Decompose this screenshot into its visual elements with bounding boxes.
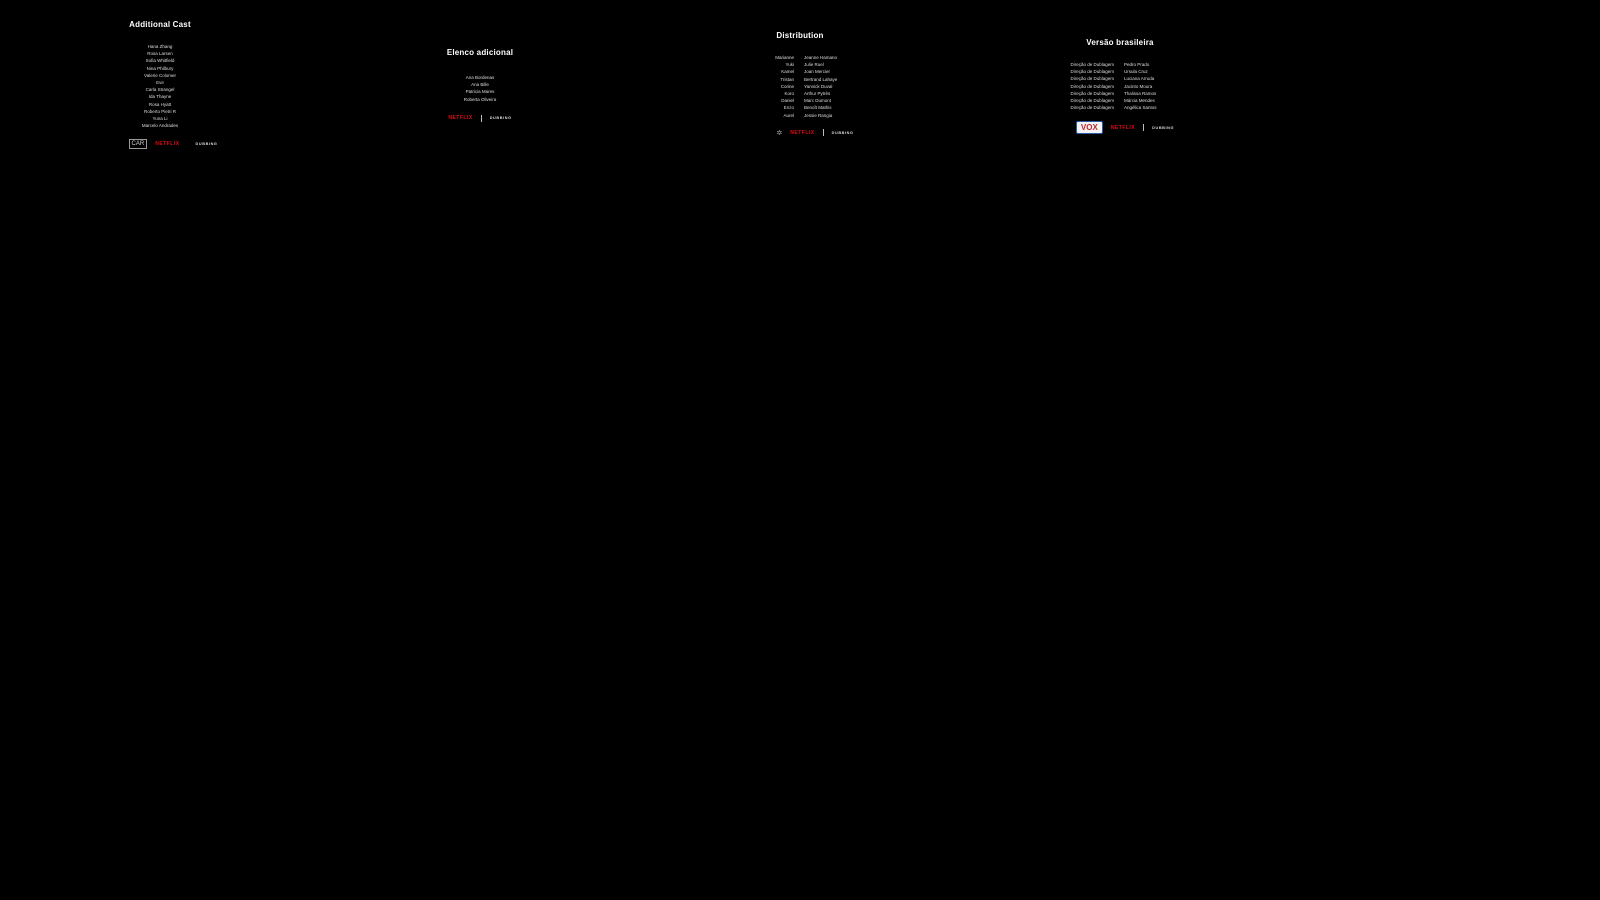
brand-row [770, 129, 860, 137]
dubbing-label: DUBBING [489, 116, 512, 121]
role-cell: Kamel [781, 69, 794, 75]
name-cell: Jessie Rangia [804, 112, 833, 118]
panel-elenco-adicional [420, 48, 540, 122]
studio-logo: VOX [1076, 121, 1103, 134]
list-item: Yuna Li [152, 116, 168, 122]
list-item: Eve [156, 80, 164, 86]
netflix-logo: NETFLIX [448, 115, 473, 122]
name-cell: Bertrand Lahaye [804, 76, 838, 82]
brand-row [131, 139, 218, 149]
name-cell: Julie Ruel [804, 62, 824, 68]
divider [1143, 124, 1144, 131]
list-item: Patricia Mares [465, 89, 495, 95]
role-cell: Corine [780, 83, 794, 89]
panel-additional-cast [110, 20, 218, 149]
netflix-logo: NETFLIX [1110, 124, 1136, 131]
netflix-logo: NETFLIX [155, 141, 180, 148]
role-cell: Direção de Dublagem [1070, 90, 1114, 96]
list-item: Rosa Larsen [147, 51, 173, 57]
list-item: Roberta Oliveira [463, 96, 497, 102]
list-item: Nina Philbury [146, 65, 174, 71]
role-cell: Direção de Dublagem [1070, 69, 1114, 75]
panel-title: Distribution [776, 31, 824, 40]
list-item: Valerie Colomer [144, 72, 176, 78]
name-cell: Jeanne Hamano [804, 55, 838, 60]
name-cell: Arthur Pytrès [804, 91, 831, 97]
name-cell: Marc Dumont [804, 98, 832, 104]
name-cell: Benoît Mathis [804, 105, 832, 111]
name-cell: Yannick Duval [804, 83, 833, 89]
dubbing-label: DUBBING [195, 142, 218, 147]
role-cell: Tristan [780, 76, 794, 82]
list-item: Hana Zhang [147, 44, 173, 49]
name-cell: Luciana Arruda [1124, 76, 1155, 82]
netflix-logo: NETFLIX [790, 129, 815, 136]
cast-list [420, 74, 540, 103]
dubbing-label: DUBBING [1152, 125, 1175, 130]
role-cell: Enzo [783, 105, 794, 111]
credit-table [1060, 61, 1180, 111]
role-cell: Koro [784, 91, 794, 97]
list-item: Marcelo Andrades [141, 123, 179, 129]
brand-row [420, 115, 540, 122]
panel-title: Versão brasileira [1086, 38, 1154, 47]
divider [823, 129, 824, 136]
list-item: Rosa Hyatt [148, 101, 172, 107]
list-item: Carla Strangel [145, 87, 175, 93]
role-cell: Direção de Dublagem [1070, 76, 1114, 82]
role-cell: Marianne [775, 55, 794, 60]
list-item: Ida Thayne [148, 94, 172, 100]
role-cell: Direção de Dublagem [1070, 83, 1114, 89]
name-cell: Angélica Santos [1124, 105, 1157, 111]
panel-distribution [740, 31, 860, 137]
brand-row [1070, 121, 1180, 134]
list-item: Sofia Whitfield [145, 58, 175, 64]
name-cell: Márcia Mendes [1124, 98, 1155, 104]
role-cell: Direção de Dublagem [1070, 98, 1114, 104]
list-item: Ana Bordenas [465, 75, 495, 80]
studio-logo: ✲ [776, 129, 783, 137]
role-cell: Yuki [785, 62, 794, 68]
role-cell: Direção de Dublagem [1070, 105, 1114, 111]
credit-table [740, 54, 860, 119]
list-item: Roberto Pietri R [143, 108, 176, 114]
panel-title: Additional Cast [129, 20, 191, 29]
name-cell: Ursula Cruz [1124, 69, 1148, 75]
cast-list [110, 43, 210, 129]
dubbing-label: DUBBING [831, 130, 854, 135]
role-cell: Aurel [783, 112, 794, 118]
divider [481, 115, 482, 122]
role-cell: Direção de Dublagem [1070, 62, 1114, 67]
studio-logo: CAR [129, 139, 148, 149]
list-item: Ana Bille [471, 82, 489, 88]
panel-versao-brasileira [1060, 38, 1180, 134]
role-cell: Daniel [781, 98, 794, 104]
panel-title: Elenco adicional [446, 48, 514, 57]
name-cell: Jacinto Moura [1124, 83, 1153, 89]
name-cell: Pedro Prado [1124, 62, 1150, 67]
name-cell: Thalissa Ramos [1124, 90, 1157, 96]
name-cell: Joan Mercier [804, 69, 831, 75]
